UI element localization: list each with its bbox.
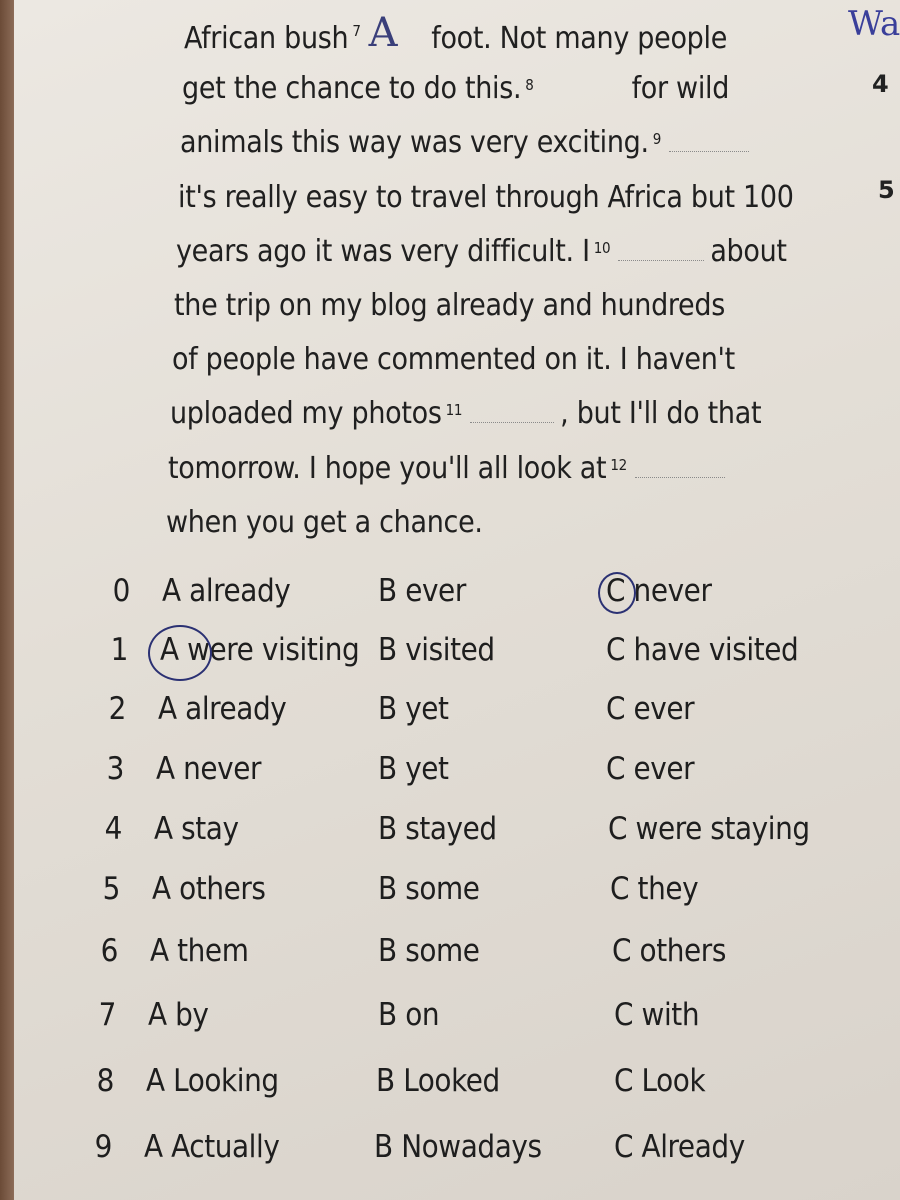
option-a[interactable]: A never [156,751,262,787]
option-row-3 [94,744,874,794]
option-row-9 [82,1122,872,1172]
passage-line [174,10,814,68]
option-row-7 [86,990,876,1040]
passage-line [166,502,814,556]
option-a[interactable]: A already [158,691,287,727]
passage-text: foot. Not many people [431,21,728,56]
passage-line [174,177,814,231]
answer-gap[interactable] [618,238,704,261]
option-a[interactable]: A already [162,573,291,609]
passage-text: when you get a chance. [166,504,483,540]
question-number: 9 [94,1129,112,1165]
answer-gap[interactable] [542,75,626,98]
option-row-0 [100,566,880,616]
answer-gap[interactable] [470,400,554,423]
option-a[interactable]: A Looking [146,1063,279,1099]
question-number: 5 [102,871,120,907]
passage-text: uploaded my photos [170,396,442,432]
passage-text: years ago it was very difficult. I [176,233,590,269]
gap-number: 10 [593,238,611,257]
option-c[interactable]: C they [610,871,699,907]
passage-text: about [710,233,787,269]
passage-text: African bush [184,21,349,56]
answer-circle-mark [598,572,636,614]
passage-line [172,339,814,393]
gap-number: 7 [352,22,361,40]
question-number: 7 [98,997,116,1033]
option-c[interactable]: C Already [614,1129,745,1165]
option-a[interactable]: A them [150,933,249,969]
passage-line [174,285,814,339]
option-c[interactable]: C ever [606,691,695,727]
option-row-6 [88,926,878,976]
option-a[interactable]: A Actually [144,1129,280,1165]
gap-number: 11 [445,401,463,420]
passage-line [174,122,814,176]
passage-text: the trip on my blog already and hundreds [174,287,725,323]
passage-text: of people have commented on it. I haven't [172,342,735,378]
answer-circle-mark [148,625,212,681]
passage-text: , but I'll do that [560,396,762,432]
question-number: 3 [106,751,124,787]
option-row-1 [98,625,878,675]
passage-text: for wild [631,71,730,107]
question-number: 8 [96,1063,114,1099]
answer-gap[interactable] [635,455,725,478]
option-b[interactable]: B on [378,997,440,1033]
question-number: 1 [110,632,128,668]
gap-number: 8 [525,76,534,95]
passage-line [174,231,814,285]
option-b[interactable]: B some [378,933,480,969]
question-number: 4 [104,811,122,847]
option-c[interactable]: C Look [614,1063,706,1099]
reading-passage [166,10,814,556]
option-c[interactable]: C never [606,573,712,609]
option-b[interactable]: B stayed [378,811,497,847]
task-number-5: 5 [878,176,895,204]
option-c[interactable]: C were staying [608,811,810,847]
option-b[interactable]: B some [378,871,480,907]
task-number-4: 4 [872,70,889,98]
option-b[interactable]: B Nowadays [374,1129,542,1165]
option-a[interactable]: A by [148,997,209,1033]
option-b[interactable]: B Looked [376,1063,500,1099]
option-a[interactable]: A others [152,871,266,907]
option-row-8 [84,1056,874,1106]
option-row-5 [90,864,880,914]
option-c[interactable]: C ever [606,751,695,787]
question-number: 0 [112,573,130,609]
passage-text: it's really easy to travel through Africa but 100 [178,179,794,215]
passage-text: tomorrow. I hope you'll all look at [168,450,607,486]
passage-text: animals this way was very exciting. [180,125,649,161]
option-a[interactable]: A were visiting [160,632,360,668]
option-c[interactable]: C with [614,997,700,1033]
gap-number: 12 [610,455,627,474]
option-c[interactable]: C have visited [606,632,799,668]
handwritten-answer: A [368,10,398,56]
option-a[interactable]: A stay [154,811,239,847]
passage-line [168,448,814,502]
worksheet-page [14,0,900,1200]
option-b[interactable]: B ever [378,573,466,609]
passage-line [170,393,814,447]
question-number: 2 [108,691,126,727]
question-number: 6 [100,933,118,969]
handwritten-side-note: Wa [848,4,900,44]
option-b[interactable]: B yet [378,751,449,787]
option-b[interactable]: B yet [378,691,449,727]
option-b[interactable]: B visited [378,632,495,668]
answer-gap[interactable] [669,129,749,152]
option-row-4 [92,804,882,854]
option-c[interactable]: C others [612,933,726,969]
gap-number: 9 [652,130,662,149]
passage-line [174,68,814,122]
option-row-2 [96,684,876,734]
passage-text: get the chance to do this. [182,71,522,107]
